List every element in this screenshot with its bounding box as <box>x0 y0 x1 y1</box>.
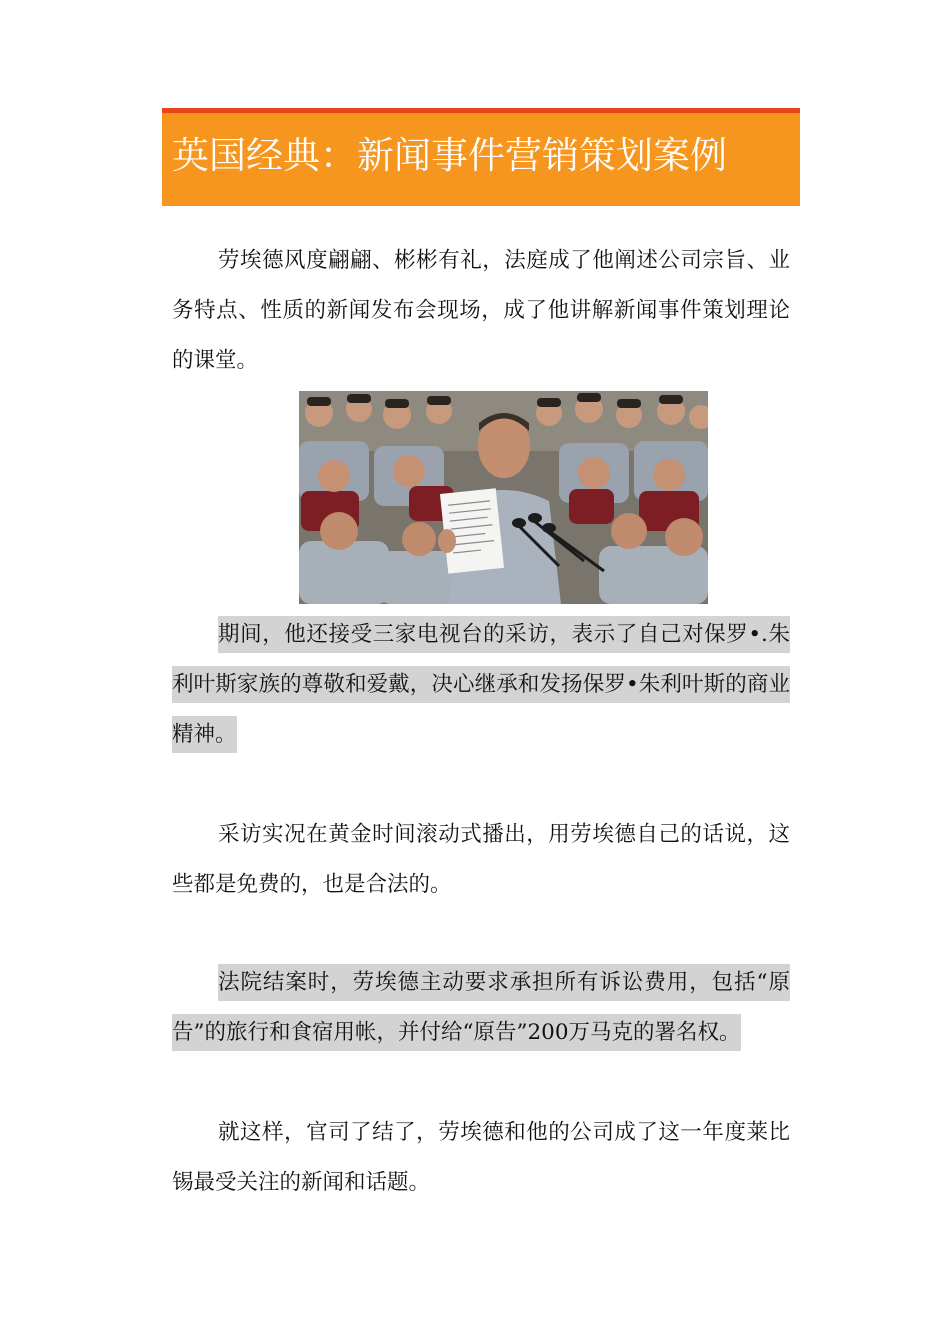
paragraph-3-text: 采访实况在黄金时间滚动式播出，用劳埃德自己的话说，这些都是免费的，也是合法的。 <box>172 822 790 897</box>
paragraph-1 <box>172 236 790 386</box>
banner-title: 英国经典：新闻事件营销策划案例 <box>172 134 727 177</box>
title-banner <box>162 108 800 206</box>
paragraph-2 <box>172 610 790 760</box>
paragraph-1-text: 劳埃德风度翩翩、彬彬有礼，法庭成了他阐述公司宗旨、业务特点、性质的新闻发布会现场，成了他讲解新闻事件策划理论的课堂。 <box>172 248 790 373</box>
paragraph-3 <box>172 810 790 910</box>
paragraph-4 <box>172 958 790 1058</box>
paragraph-4-text: 法院结案时，劳埃德主动要求承担所有诉讼费用，包括“原告”的旅行和食宿用帐，并付给“原告”200万马克的署名权。 <box>172 964 790 1051</box>
paragraph-2-text: 期间，他还接受三家电视台的采访，表示了自己对保罗•.朱利叶斯家族的尊敬和爱戴，决心继承和发扬保罗•朱利叶斯的商业精神。 <box>172 616 790 753</box>
paragraph-5-text: 就这样，官司了结了，劳埃德和他的公司成了这一年度莱比锡最受关注的新闻和话题。 <box>172 1120 790 1195</box>
courtroom-photo <box>299 391 708 604</box>
paragraph-5 <box>172 1108 790 1208</box>
